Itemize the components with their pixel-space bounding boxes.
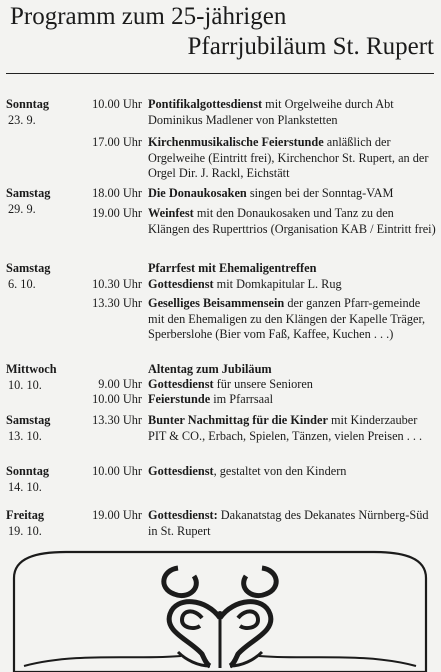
- event-time: 19.00 Uhr: [92, 508, 142, 522]
- event-description: [148, 413, 436, 444]
- event-details: , gestaltet von den Kindern: [213, 464, 347, 478]
- event-details: mit Kinderzauber PIT & CO., Erbach, Spielen, Tänzen, vielen Preisen . . .: [148, 413, 423, 443]
- weekday: Freitag: [6, 508, 45, 522]
- event-title: Altentag zum Jubiläum: [148, 362, 272, 376]
- weekday: Mittwoch: [6, 362, 57, 376]
- event-description: [148, 392, 436, 408]
- event-description: [148, 277, 436, 293]
- event-time: 10.00 Uhr: [92, 464, 142, 478]
- event-description: [148, 362, 436, 378]
- weekday: Sonntag: [6, 97, 50, 111]
- event-description: [148, 377, 436, 393]
- event-date: 19. 10.: [8, 523, 42, 538]
- event-time: 10.00 Uhr: [92, 97, 142, 111]
- event-time: 18.00 Uhr: [92, 186, 142, 200]
- event-description: [148, 464, 436, 480]
- event-title: Feierstunde: [148, 392, 211, 406]
- event-title: Bunter Nachmittag für die Kinder: [148, 413, 328, 427]
- event-day: [6, 362, 76, 393]
- event-date: 29. 9.: [8, 201, 36, 216]
- event-time: 10.30 Uhr: [92, 277, 142, 291]
- event-title: Gottesdienst: [148, 464, 214, 478]
- event-date: 13. 10.: [8, 428, 42, 443]
- event-date: 6. 10.: [8, 276, 36, 291]
- event-description: [148, 135, 436, 182]
- event-time: 10.00 Uhr: [92, 392, 142, 406]
- event-title: Gottesdienst: [148, 277, 214, 291]
- weekday: Samstag: [6, 261, 51, 275]
- event-details: im Pfarrsaal: [210, 392, 274, 406]
- event-title: Gottesdienst: [148, 377, 214, 391]
- event-day: [6, 97, 76, 128]
- event-day: [6, 413, 76, 444]
- event-title: Geselliges Beisammensein: [148, 296, 285, 310]
- event-description: [148, 296, 436, 343]
- weekday: Samstag: [6, 186, 51, 200]
- event-date: 14. 10.: [8, 479, 42, 494]
- event-details: der ganzen Pfarr-gemeinde mit den Ehemaligen zu den Klängen der Kapelle Träger, Sperberslohe (Bier vom Faß, Kaffee, Kuchen . . .): [148, 296, 426, 341]
- event-title: Die Donaukosaken: [148, 186, 247, 200]
- event-details: für unsere Senioren: [213, 377, 313, 391]
- event-description: [148, 508, 436, 539]
- event-date: 23. 9.: [8, 112, 36, 127]
- event-description: [148, 261, 436, 277]
- event-title: Pontifikalgottesdienst: [148, 97, 263, 111]
- event-title: Weinfest: [148, 206, 194, 220]
- event-description: [148, 186, 436, 202]
- event-time: 17.00 Uhr: [92, 135, 142, 149]
- art-nouveau-swirl-ornament-icon: [6, 548, 434, 672]
- event-details: Dakanatstag des Dekanates Nürnberg-Süd in St. Rupert: [148, 508, 429, 538]
- event-details: mit Domkapitular L. Rug: [213, 277, 342, 291]
- event-date: 10. 10.: [8, 377, 42, 392]
- event-title: Kirchenmusikalische Feierstunde: [148, 135, 324, 149]
- event-details: mit Orgelweihe durch Abt Dominikus Madlener von Plankstetten: [148, 97, 394, 127]
- page-title: [8, 2, 436, 62]
- event-details: anläßlich der Orgelweihe (Eintritt frei), Kirchenchor St. Rupert, an der Orgel Dir. J. Rackl, Eichstätt: [148, 135, 429, 180]
- title-divider: [6, 73, 434, 74]
- event-day: [6, 186, 76, 217]
- event-day: [6, 464, 76, 495]
- title-line-1: Programm zum 25-jährigen: [10, 3, 287, 30]
- event-time: 9.00 Uhr: [98, 377, 142, 391]
- event-time: 13.30 Uhr: [92, 296, 142, 310]
- event-time: 19.00 Uhr: [92, 206, 142, 220]
- event-time: 13.30 Uhr: [92, 413, 142, 427]
- event-title: Pfarrfest mit Ehemaligentreffen: [148, 261, 317, 275]
- event-title: Gottesdienst:: [148, 508, 218, 522]
- event-description: [148, 97, 436, 128]
- weekday: Sonntag: [6, 464, 50, 478]
- event-details: singen bei der Sonntag-VAM: [246, 186, 394, 200]
- weekday: Samstag: [6, 413, 51, 427]
- event-day: [6, 508, 76, 539]
- event-details: mit den Donaukosaken und Tanz zu den Klängen des Ruperttrios (Organisation KAB / Eintritt frei): [148, 206, 436, 236]
- event-day: [6, 261, 76, 292]
- event-description: [148, 206, 436, 237]
- title-line-2: Pfarrjubiläum St. Rupert: [187, 33, 434, 60]
